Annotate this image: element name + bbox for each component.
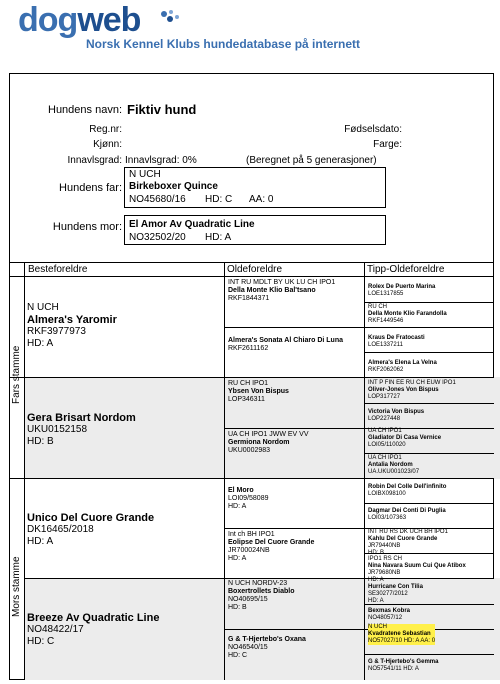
header-great-great-grandparents: Tipp-Oldeforeldre bbox=[367, 264, 445, 275]
grandparent-3[interactable]: Unico Del Cuore Grande DK16465/2018 HD: A bbox=[27, 512, 155, 547]
ggg-7[interactable]: UA CH IPO1 Gladiator Di Casa Vernice LOI05/110020 bbox=[368, 428, 442, 448]
great-grandparent-8[interactable]: G & T-Hjertebo's Oxana NO46540/15 HD: C bbox=[228, 636, 306, 659]
ggg-2[interactable]: RU CH Della Monte Klio Farandolla RKF1449546 bbox=[368, 304, 447, 324]
great-grandparent-4[interactable]: UA CH IPO1 JWW EV VV Germiona Nordom UKU0002983 bbox=[228, 431, 309, 454]
ggg-11[interactable]: INT RU RS DK UCH BH IPO1 Kahlu Del Cuore Grande JR79440NB HD: B bbox=[368, 529, 448, 556]
inbreeding-note: (Beregnet på 5 generasjoner) bbox=[246, 155, 377, 166]
dam-hd: HD: A bbox=[205, 232, 232, 243]
dam-name: El Amor Av Quadratic Line bbox=[129, 219, 255, 230]
sire-title: N UCH bbox=[129, 169, 161, 180]
ggg-3[interactable]: Kraus De Fratocasti LOE1337211 bbox=[368, 335, 425, 348]
great-grandparent-5[interactable]: El Moro LOI09/58089 HD: A bbox=[228, 487, 269, 510]
inbreeding-value: Innavlsgrad: 0% bbox=[125, 155, 197, 166]
dam-label: Hundens mor: bbox=[52, 221, 122, 233]
grandparent-1[interactable]: N UCH Almera's Yaromir RKF3977973 HD: A bbox=[27, 302, 117, 349]
great-grandparent-7[interactable]: N UCH NORDV-23 Boxertrollets Diablo NO40695/15 HD: B bbox=[228, 580, 295, 611]
color-label: Farge: bbox=[373, 139, 402, 150]
sire-box[interactable] bbox=[124, 167, 386, 208]
ggg-1[interactable]: Rolex De Puerto Marina LOE1317855 bbox=[368, 284, 436, 297]
ggg-8[interactable]: UA CH IPO1 Antalia Nordom UA.UKU001023/07 bbox=[368, 455, 420, 475]
paw-dots-icon bbox=[158, 8, 186, 28]
sire-hd: HD: C bbox=[205, 194, 233, 205]
sire-reg: NO45680/16 bbox=[129, 194, 186, 205]
header-grandparents: Besteforeldre bbox=[28, 264, 88, 275]
dam-reg: NO32502/20 bbox=[129, 232, 186, 243]
great-grandparent-6[interactable]: Int ch BH IPO1 Eolipse Del Cuore Grande JR700024NB HD: A bbox=[228, 531, 315, 562]
sire-label: Hundens far: bbox=[59, 182, 122, 194]
ggg-9[interactable]: Robin Del Colle Dell'infinito LOIBX098100 bbox=[368, 484, 447, 497]
sex-label: Kjønn: bbox=[93, 139, 122, 150]
sire-line-label: Fars stamme bbox=[11, 345, 22, 404]
sire-name: Birkeboxer Quince bbox=[129, 181, 218, 192]
logo[interactable] bbox=[18, 2, 140, 38]
great-grandparent-2[interactable]: Almera's Sonata Al Chiaro Di Luna RKF2611162 bbox=[228, 337, 343, 352]
ggg-4[interactable]: Almera's Elena La Velna RKF2062062 bbox=[368, 360, 437, 373]
ggg-6[interactable]: Victoria Von Bispus LOP227448 bbox=[368, 409, 425, 422]
great-grandparent-3[interactable]: RU CH IPO1 Ybsen Von Bispus LOP346311 bbox=[228, 380, 289, 403]
logo-web: web bbox=[77, 1, 141, 39]
name-label: Hundens navn: bbox=[48, 104, 122, 116]
ancestor-table bbox=[9, 262, 494, 680]
grandparent-4[interactable]: Breeze Av Quadratic Line NO48422/17 HD: C bbox=[27, 612, 160, 647]
dam-line-label: Mors stamme bbox=[11, 556, 22, 617]
site-subtitle: Norsk Kennel Klubs hundedatabase på internett bbox=[86, 37, 361, 51]
dam-box[interactable] bbox=[124, 215, 386, 245]
ggg-16[interactable]: G & T-Hjertebo's Gemma NO57541/11 HD: A bbox=[368, 659, 439, 672]
grandparent-2[interactable]: Gera Brisart Nordom UKU0152158 HD: B bbox=[27, 412, 136, 447]
header-great-grandparents: Oldeforeldre bbox=[227, 264, 283, 275]
ggg-10[interactable]: Dagmar Dei Conti Di Puglia LOI03/107363 bbox=[368, 508, 446, 521]
reg-label: Reg.nr: bbox=[89, 124, 122, 135]
ggg-14[interactable]: Bexmas Kobra NO48057/12 bbox=[368, 608, 411, 621]
ggg-12[interactable]: IPO1 RS CH Nina Navara Suum Cui Que Atibox JR79680NB HD: A bbox=[368, 556, 466, 583]
ggg-15-highlighted[interactable]: N UCH Kvadratene Sebastian NO57027/10 HD: A AA: 0 bbox=[368, 624, 436, 644]
great-grandparent-1[interactable]: INT RU MDLT BY UK LU CH IPO1 Della Monte Klio Bal'tsano RKF1844371 bbox=[228, 279, 336, 302]
inbreeding-label: Innavlsgrad: bbox=[67, 155, 122, 166]
birth-label: Fødselsdato: bbox=[344, 124, 402, 135]
ggg-13[interactable]: Hurricane Con Tilia SE30277/2012 HD: A bbox=[368, 584, 423, 604]
sire-aa: AA: 0 bbox=[249, 194, 274, 205]
logo-dog: dog bbox=[18, 1, 78, 39]
ggg-5[interactable]: INT P FIN EE RU CH EUW IPO1 Oliver-Jones Von Bispus LOP317727 bbox=[368, 380, 456, 400]
dog-name: Fiktiv hund bbox=[127, 102, 197, 117]
